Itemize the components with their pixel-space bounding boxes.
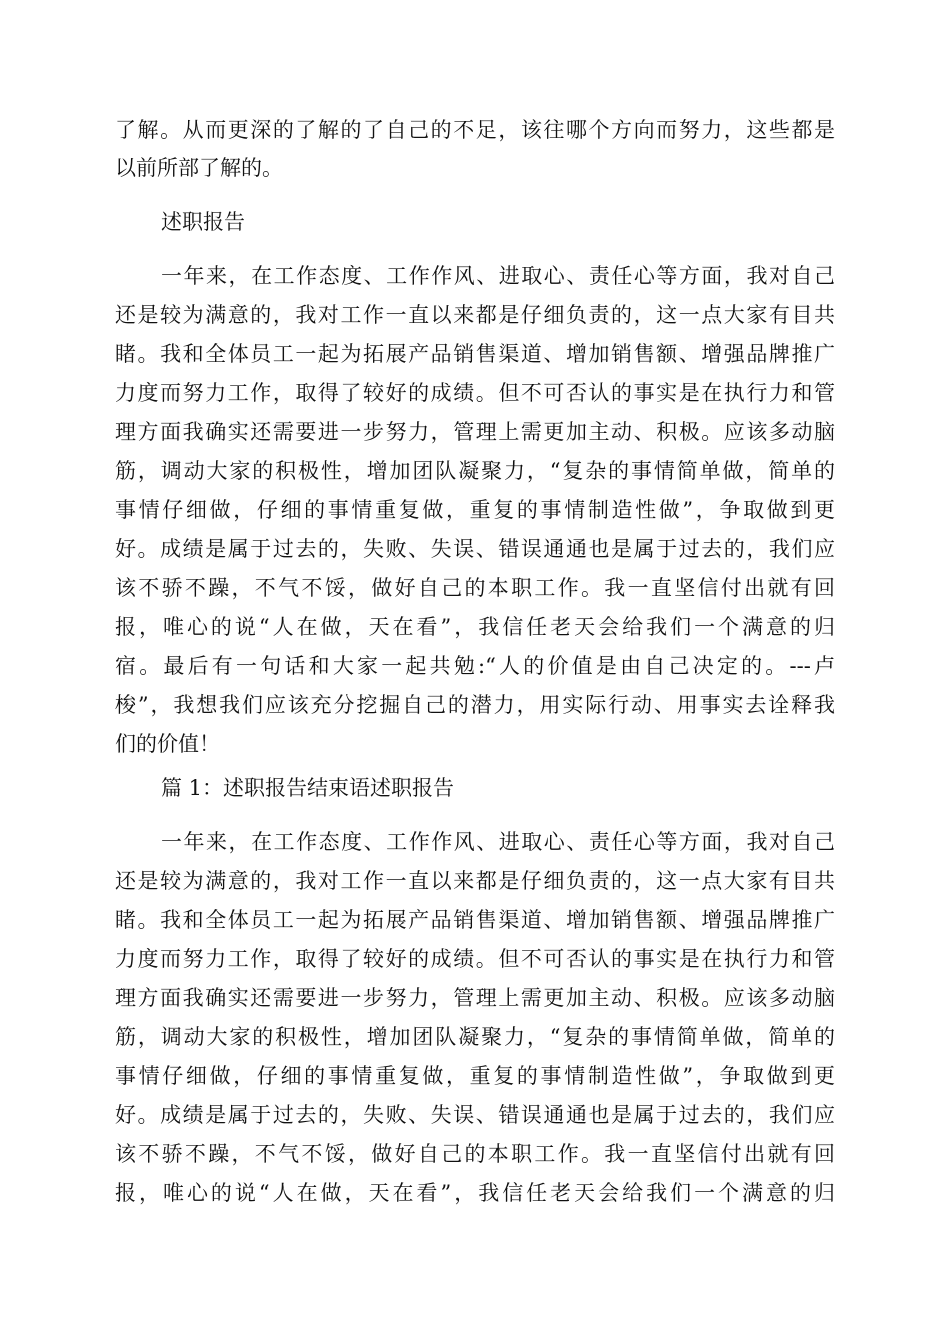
body-text-line: 筋，调动大家的积极性，增加团队凝聚力，“复杂的事情简单做，简单的 xyxy=(115,459,835,483)
body-text-line: 还是较为满意的，我对工作一直以来都是仔细负责的，这一点大家有目共 xyxy=(115,869,835,893)
body-text-line: 们的价值！ xyxy=(115,732,220,756)
body-text-line: 力度而努力工作，取得了较好的成绩。但不可否认的事实是在执行力和管 xyxy=(115,947,835,971)
body-text-line: 事情仔细做，仔细的事情重复做，重复的事情制造性做”，争取做到更 xyxy=(115,498,835,522)
body-text-line: 该不骄不躁，不气不馁，做好自己的本职工作。我一直坚信付出就有回 xyxy=(115,576,835,600)
body-text-line: 还是较为满意的，我对工作一直以来都是仔细负责的，这一点大家有目共 xyxy=(115,303,835,327)
body-text-line: 理方面我确实还需要进一步努力，管理上需更加主动、积极。应该多动脑 xyxy=(115,986,835,1010)
body-text-line: 力度而努力工作，取得了较好的成绩。但不可否认的事实是在执行力和管 xyxy=(115,381,835,405)
body-text-line: 事情仔细做，仔细的事情重复做，重复的事情制造性做”，争取做到更 xyxy=(115,1064,835,1088)
section-heading: 述职报告 xyxy=(161,210,245,234)
body-text-line: 睹。我和全体员工一起为拓展产品销售渠道、增加销售额、增强品牌推广 xyxy=(115,908,835,932)
body-text-line: 理方面我确实还需要进一步努力，管理上需更加主动、积极。应该多动脑 xyxy=(115,420,835,444)
body-text-line: 了解。从而更深的了解的了自己的不足，该往哪个方向而努力，这些都是 xyxy=(115,118,835,142)
body-text-line: 以前所部了解的。 xyxy=(115,156,283,180)
section-heading: 篇 1：述职报告结束语述职报告 xyxy=(161,776,455,800)
body-text-line: 好。成绩是属于过去的，失败、失误、错误通通也是属于过去的，我们应 xyxy=(115,537,835,561)
body-text-line: 好。成绩是属于过去的，失败、失误、错误通通也是属于过去的，我们应 xyxy=(115,1103,835,1127)
body-text-line: 报，唯心的说“人在做，天在看”，我信任老天会给我们一个满意的归 xyxy=(115,615,835,639)
body-text-line: 该不骄不躁，不气不馁，做好自己的本职工作。我一直坚信付出就有回 xyxy=(115,1142,835,1166)
body-text-line: 睹。我和全体员工一起为拓展产品销售渠道、增加销售额、增强品牌推广 xyxy=(115,342,835,366)
body-text-line: 一年来，在工作态度、工作作风、进取心、责任心等方面，我对自己 xyxy=(161,264,835,288)
body-text-line: 宿。最后有一句话和大家一起共勉:“人的价值是由自己决定的。---卢 xyxy=(115,654,835,678)
body-text-line: 筋，调动大家的积极性，增加团队凝聚力，“复杂的事情简单做，简单的 xyxy=(115,1025,835,1049)
body-text-line: 梭”，我想我们应该充分挖掘自己的潜力，用实际行动、用事实去诠释我 xyxy=(115,693,835,717)
body-text-line: 一年来，在工作态度、工作作风、进取心、责任心等方面，我对自己 xyxy=(161,830,835,854)
body-text-line: 报，唯心的说“人在做，天在看”，我信任老天会给我们一个满意的归 xyxy=(115,1181,835,1205)
